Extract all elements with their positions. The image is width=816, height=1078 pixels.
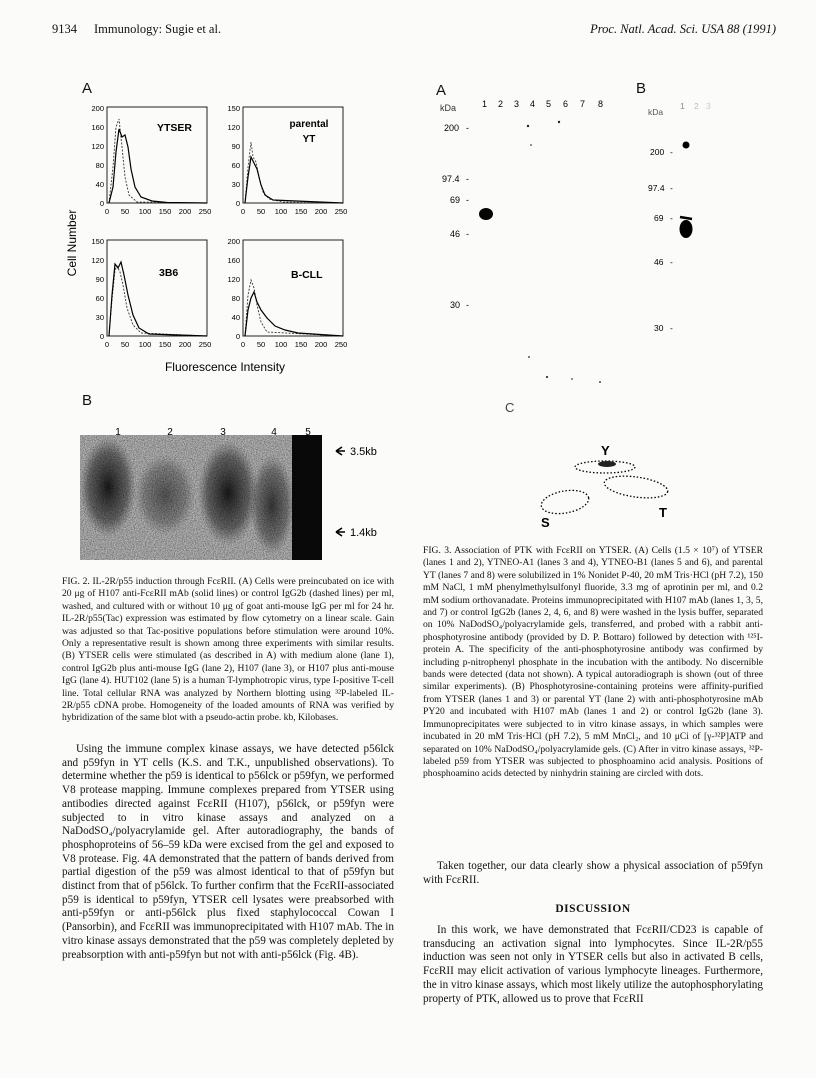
label-parental: parental [289, 119, 329, 130]
svg-text:97.4: 97.4 [648, 183, 665, 193]
label-ytser: YTSER [157, 122, 193, 134]
fig2-caption [62, 576, 394, 725]
svg-text:30: 30 [231, 180, 240, 189]
svg-text:150: 150 [158, 340, 172, 349]
svg-text:100: 100 [138, 207, 152, 216]
svg-text:-: - [670, 213, 673, 223]
svg-text:0: 0 [235, 332, 240, 341]
svg-text:4: 4 [530, 99, 536, 109]
spot-label-s: S [541, 515, 550, 530]
histogram-3b6 [91, 237, 211, 349]
svg-text:250: 250 [198, 207, 212, 216]
svg-text:-: - [466, 229, 469, 239]
lane-3: 3 [220, 427, 226, 438]
svg-text:40: 40 [95, 180, 104, 189]
svg-text:90: 90 [231, 142, 240, 151]
svg-text:2: 2 [694, 101, 699, 111]
fig3-caption-title: FIG. 3. Association of PTK with FcεRII on YTSER. [423, 545, 632, 556]
page-number: 9134 [52, 22, 77, 36]
svg-text:0: 0 [104, 207, 110, 216]
svg-text:100: 100 [138, 340, 152, 349]
svg-text:8: 8 [598, 99, 604, 109]
left-body-paragraph: Using the immune complex kinase assays, we have detected p56lck and p59fyn in YT cells (K.S. and T.K., unpublished observations). To determine whether the p59 is identical to p56lck or p59fyn, we performed V8 protease mapping. Immune complexes prepared from YTSER using antibodies directed against FcεRII (H107), p56lck, or p59fyn were subjected to in vitro kinase assays and analyzed on a NaDodSO₄/polyacrylamide gel. After autoradiography, the bands of phosphoproteins of 56–59 kDa were excised from the gel and exposed to V8 protease. Fig. 4A demonstrated that the pattern of bands derived from partial digestion of the p59 was almost identical to that of p59fyn but distinct from that of p56lck. To further confirm that the FcεRII-associated p59 is identical to p59fyn, YTSER cell lysates were preabsorbed with anti-p59fyn or anti-p56lck plus fixed staphylococcal Cowan I (Pansorbin), and FcεRII was immunoprecipitated with H107 mAb. The in vitro kinase assays demonstrated that the p59 was completely depleted by preabsorption with anti-p59fyn but not with anti-p56lck (Fig. 4B). [62, 743, 394, 961]
lane-4: 4 [271, 427, 277, 438]
svg-text:150: 150 [294, 207, 308, 216]
svg-text:90: 90 [95, 275, 104, 284]
svg-text:5: 5 [546, 99, 552, 109]
svg-text:200: 200 [178, 340, 192, 349]
svg-text:30: 30 [654, 323, 664, 333]
svg-text:1: 1 [482, 99, 488, 109]
svg-text:97.4: 97.4 [442, 174, 460, 184]
fig2-panel-a-label: A [82, 80, 93, 97]
conclusion-paragraph: Taken together, our data clearly show a physical association of p59fyn with FcεRII. [423, 860, 763, 886]
svg-text:120: 120 [91, 142, 104, 151]
journal-citation: Proc. Natl. Acad. Sci. USA 88 (1991) [590, 22, 776, 36]
fig2-panel-b-label: B [82, 392, 93, 409]
svg-text:50: 50 [120, 340, 130, 349]
svg-text:200: 200 [650, 147, 665, 157]
svg-text:-: - [670, 257, 673, 267]
svg-text:1: 1 [680, 101, 685, 111]
svg-text:60: 60 [95, 294, 104, 303]
svg-text:50: 50 [256, 340, 266, 349]
discussion-heading: DISCUSSION [555, 903, 631, 915]
svg-text:-: - [670, 183, 673, 193]
svg-text:-: - [466, 300, 469, 310]
label-3b6: 3B6 [159, 267, 179, 279]
svg-text:100: 100 [274, 207, 288, 216]
svg-text:-: - [670, 323, 673, 333]
svg-text:120: 120 [91, 256, 104, 265]
svg-text:80: 80 [95, 161, 104, 170]
svg-text:46: 46 [654, 257, 664, 267]
histogram-parental-yt [227, 104, 347, 216]
fig3a-gel [440, 99, 603, 383]
svg-text:150: 150 [91, 237, 104, 246]
svg-text:60: 60 [231, 161, 240, 170]
svg-text:150: 150 [158, 207, 172, 216]
label-yt: YT [302, 134, 316, 145]
svg-text:3: 3 [514, 99, 520, 109]
svg-text:-: - [466, 195, 469, 205]
fig2-histograms [60, 95, 360, 385]
fig2b-northern-blot [80, 425, 410, 560]
svg-text:80: 80 [231, 294, 240, 303]
svg-text:160: 160 [227, 256, 240, 265]
svg-text:200: 200 [227, 237, 240, 246]
svg-text:250: 250 [334, 207, 348, 216]
marker-3-5kb: 3.5kb [350, 446, 377, 458]
svg-text:50: 50 [256, 207, 266, 216]
svg-text:50: 50 [120, 207, 130, 216]
svg-text:150: 150 [227, 104, 240, 113]
svg-text:69: 69 [654, 213, 664, 223]
svg-text:0: 0 [235, 199, 240, 208]
fig3-panel-c-label: C [505, 400, 515, 415]
running-title: Immunology: Sugie et al. [94, 22, 222, 36]
svg-text:-: - [466, 123, 469, 133]
y-axis-label: Cell Number [65, 209, 79, 277]
svg-text:40: 40 [231, 313, 240, 322]
svg-text:0: 0 [99, 199, 104, 208]
svg-text:0: 0 [240, 340, 246, 349]
fig3b-gel [648, 101, 711, 333]
spot-label-t: T [659, 505, 667, 520]
spot-label-y: Y [601, 443, 610, 458]
fig2-caption-title: FIG. 2. IL-2R/p55 induction through FcεRII. [62, 576, 236, 587]
histogram-b-cll [227, 237, 347, 349]
svg-text:250: 250 [334, 340, 348, 349]
fig3-caption [423, 545, 763, 781]
svg-text:7: 7 [580, 99, 586, 109]
svg-text:-: - [670, 147, 673, 157]
svg-text:160: 160 [91, 123, 104, 132]
discussion-paragraph: In this work, we have demonstrated that FcεRII/CD23 is capable of transducing an activation signal into lymphocytes. Since IL-2R/p55 induction was seen not only in YTSER cells but also in activated B cells, FcεRII may elicit activation of various lymphocyte lineages. Furthermore, the in vitro kinase assays, which most likely utilize the autophosphorylating property of PTK, allowed us to prove that FcεRII [423, 924, 763, 1005]
marker-1-4kb: 1.4kb [350, 527, 377, 539]
fig3c-phosphoamino-map [525, 440, 695, 545]
svg-text:120: 120 [227, 123, 240, 132]
lane-2: 2 [167, 427, 173, 438]
lane-1: 1 [115, 427, 121, 438]
fig3-caption-body: (A) Cells (1.5 × 10⁷) of YTSER (lanes 1 and 2), YTNEO-A1 (lanes 3 and 4), YTNEO-B1 (lanes 5 and 6), and parental YT (lanes 7 and 8) were solubilized in 1% Nonidet P-40, 20 mM Tris·HCl (pH 7.2), 150 mM NaCl, 1 mM phenylmethylsulfonyl fluoride, 3.3 mg of aprotinin per ml, and 0.2 mM sodium orthovanadate. Proteins immunoprecipitated with H107 mAb (lanes 1, 3, 5, and 7) or control IgG2b (lanes 2, 4, 6, and 8) were washed in the lysis buffer, separated on 10% NaDodSO₄/polyacrylamide gels, transferred, and probed with a rabbit anti-phosphotyrosine antibody (provided by D. P. Bottaro) followed by detection with ¹²⁵I-protein A. The specificity of the anti-phosphotyrosine antibody was confirmed by including p-nitrophenyl phosphate in the incubation with the antibody. No discernible bands were detected (data not shown). A typical autoradiograph is shown (out of three similar experiments). (B) Phosphotyrosine-containing proteins were affinity-purified from YTSER (lanes 1 and 3) or parental YT (lane 2) with anti-phosphotyrosine mAb PY20 and incubated with H107 mAb (lanes 1 and 2) or control IgG2b (lane 3). Immunoprecipitates were subjected to in vitro kinase assays, in which samples were incubated in 20 mM Tris·HCl (pH 7.2), 5 mM MnCl₂, and 10 μCi of [γ-³²P]ATP and separated on 10% NaDodSO₄/polyacrylamide gels. (C) After in vitro kinase assays, ³²P-labeled p59 from YTSER was subjected to phosphoamino acid analysis. Positions of phosphoamino acids detected by ninhydrin staining are circled with dots. [423, 545, 763, 780]
svg-text:6: 6 [563, 99, 569, 109]
fig3-autoradiographs [430, 95, 780, 395]
svg-text:200: 200 [314, 207, 328, 216]
svg-text:250: 250 [198, 340, 212, 349]
kda-label-b: kDa [648, 107, 664, 117]
lane-5: 5 [305, 427, 311, 438]
svg-text:0: 0 [99, 332, 104, 341]
label-b-cll: B-CLL [291, 269, 323, 281]
kda-label-a: kDa [440, 103, 457, 113]
fig3-panel-b-label: B [636, 80, 647, 97]
svg-text:3: 3 [706, 101, 711, 111]
svg-text:46: 46 [450, 229, 461, 239]
svg-text:200: 200 [91, 104, 104, 113]
svg-text:150: 150 [294, 340, 308, 349]
svg-text:200: 200 [178, 207, 192, 216]
svg-text:200: 200 [314, 340, 328, 349]
svg-text:30: 30 [450, 300, 461, 310]
histogram-ytser [91, 104, 211, 216]
svg-text:0: 0 [104, 340, 110, 349]
svg-text:-: - [466, 174, 469, 184]
svg-text:69: 69 [450, 195, 461, 205]
svg-text:120: 120 [227, 275, 240, 284]
svg-text:100: 100 [274, 340, 288, 349]
svg-text:200: 200 [444, 123, 460, 133]
x-axis-label: Fluorescence Intensity [164, 360, 286, 374]
fig2-caption-body: (A) Cells were preincubated on ice with 20 μg of H107 anti-FcεRII mAb (solid lines) or control IgG2b (dashed lines) per ml, washed, and cultured with or without 10 μg of goat anti-mouse IgG per ml for 24 hr. IL-2R/p55(Tac) expression was estimated by flow cytometry on a linear scale. Gain was adjusted so that Tac-positive populations before stimulation were around 10%. Only a representative result is shown among three experiments with similar results. (B) YTSER cells were stimulated (as described in A) with medium alone (lane 1), control IgG2b plus anti-mouse IgG (lane 2), H107 (lane 3), or H107 plus anti-mouse IgG (lane 4). HUT102 (lane 5) is a human T-lymphotropic virus, type I-positive T-cell line. Total cellular RNA was analyzed by Northern blotting using ³²P-labeled IL-2R/p55 cDNA probe. Homogeneity of the loaded amounts of RNA was verified by hybridization of the same blot with a pseudo-actin probe. kb, Kilobases. [62, 576, 394, 724]
svg-text:2: 2 [498, 99, 504, 109]
svg-text:0: 0 [240, 207, 246, 216]
fig3-panel-a-label: A [436, 82, 447, 99]
svg-text:30: 30 [95, 313, 104, 322]
